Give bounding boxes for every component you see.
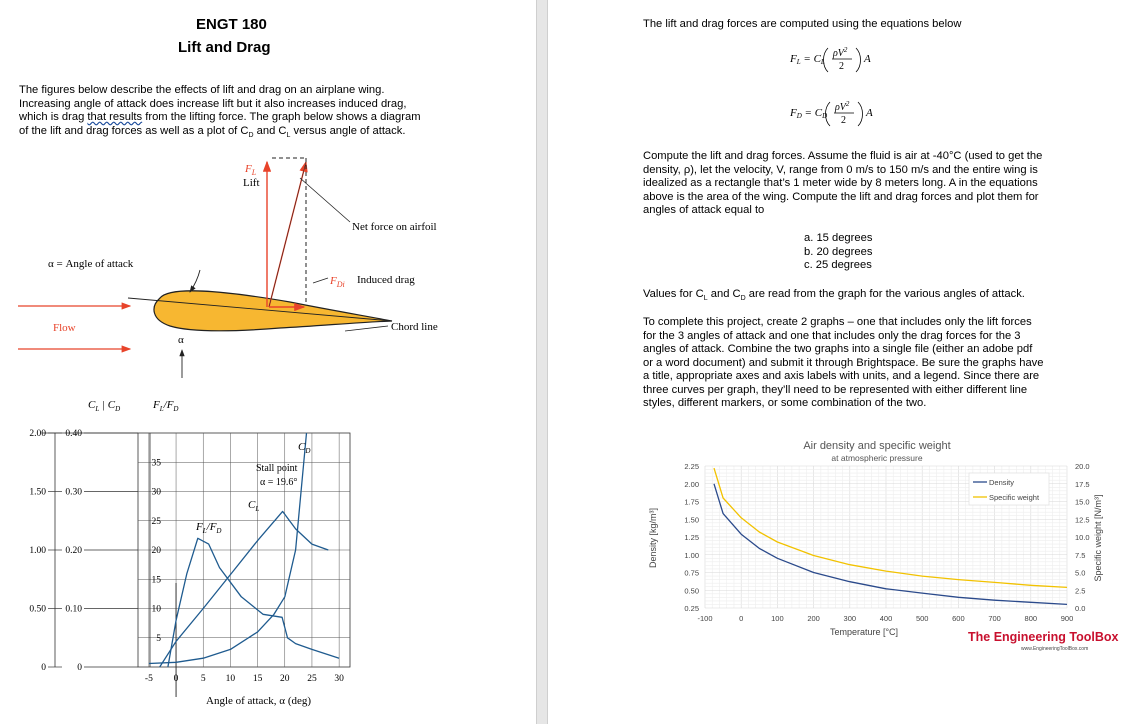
legend-weight: Specific weight (989, 493, 1040, 502)
air-y-tick: 1.50 (684, 515, 699, 525)
series-f-l-f-d (168, 538, 339, 667)
air-legend (969, 473, 1049, 505)
air-y2-tick: 0.0 (1075, 604, 1086, 613)
right-page (548, 0, 1124, 724)
ratio-tick-label: 30 (151, 487, 161, 498)
air-y2-tick: 10.0 (1075, 533, 1090, 542)
svg-text:A: A (864, 53, 871, 65)
intro-line-3: which is drag that results from the lifting force. The graph below shows a diagram (19, 111, 421, 123)
air-y-tick: 2.25 (684, 462, 699, 471)
air-chart-subtitle: at atmospheric pressure (831, 453, 923, 463)
x-tick-label: 20 (280, 674, 290, 684)
series-c-l (160, 511, 329, 667)
list-item: c. 25 degrees (804, 259, 872, 271)
air-x-tick: -100 (697, 614, 713, 623)
list-item: b. 20 degrees (804, 245, 873, 258)
ratio-curve-label: $F_L/F_D$ (196, 521, 222, 535)
cd-curve-label: $C_D$ (298, 441, 311, 455)
x-tick-label: 5 (200, 674, 206, 684)
left-page (0, 0, 536, 724)
cl-cd-header: $C_L$ | $C_D$ (88, 399, 121, 413)
ratio-tick-label: 15 (151, 575, 161, 586)
cl-tick-label: 0.50 (29, 604, 46, 615)
airfoil-diagram (0, 150, 536, 390)
x-tick-label: 30 (334, 674, 344, 684)
page-gutter (536, 0, 548, 724)
air-x-tick: 700 (988, 614, 1001, 623)
cl-tick-label: 1.00 (29, 546, 46, 556)
air-x-tick: 100 (771, 614, 784, 623)
air-x-tick: 600 (952, 614, 965, 623)
air-y-label: Density [kg/m³] (648, 507, 658, 569)
cl-cd-chart (0, 390, 536, 724)
equations-intro: The lift and drag forces are computed using the equations below (643, 18, 962, 30)
values-note: Values for $C_L$ and $C_D$ are read from the graph for the various angles of attack. (643, 288, 1025, 303)
cl-tick-label: 0 (41, 663, 46, 673)
air-x-tick: 500 (915, 614, 929, 623)
induced-drag-label: Induced drag (357, 274, 415, 286)
air-y-tick: 0.75 (684, 568, 699, 578)
intro-line-4: of the lift and drag forces as well as a plot of $C_D$ and $C_L$ versus angle of attack. (19, 124, 406, 139)
angle-definition-label: α = Angle of attack (48, 258, 134, 270)
stall-alpha-label: α = 19.6° (260, 477, 298, 488)
intro-line-1: The figures below describe the effects of lift and drag on an airplane wing. (19, 84, 385, 96)
ratio-tick-label: 20 (151, 546, 161, 556)
air-x-tick: 200 (807, 614, 820, 623)
brand-url: www.EngineeringToolBox.com (1021, 646, 1089, 652)
ratio-tick-label: 5 (156, 633, 161, 644)
cl-tick-label: 1.50 (29, 487, 46, 498)
fl-label: $F_L$ (245, 163, 257, 177)
svg-text:ρV2: $\rho V^2$ (833, 46, 848, 59)
svg-text:A: A (866, 107, 873, 119)
legend-density: Density (989, 478, 1015, 487)
net-force-label: Net force on airfoil (352, 221, 437, 233)
stall-point-label: Stall point (256, 463, 298, 474)
cd-tick-label: 0.10 (65, 604, 82, 615)
air-y-tick: 0.50 (684, 586, 699, 596)
spelling-flag: that results (87, 111, 143, 123)
drag-equation (789, 100, 873, 126)
air-x-tick: 800 (1024, 614, 1038, 623)
cd-tick-label: 0.40 (65, 429, 82, 439)
air-y-tick: 1.25 (684, 533, 699, 542)
air-x-tick: 300 (843, 614, 857, 623)
x-tick-label: -5 (144, 674, 153, 684)
ratio-tick-label: 10 (151, 604, 161, 615)
svg-text:ρV2: $\rho V^2$ (835, 100, 850, 113)
list-item: a. 15 degrees (804, 232, 873, 244)
engineering-toolbox-brand: The Engineering ToolBox (968, 630, 1119, 644)
task-paragraph: Compute the lift and drag forces. Assume the fluid is air at -40°C (used to get the density, ρ), let the velocity, V, range from 0 m/s to 150 m/s and the entire wing is idealized as a rectangle that’s 1 meter wide by 8 meters long. A in the equations above is the area of the wing. Compute the lift and drag forces and plot them for angles of attack equal to (643, 150, 1043, 216)
air-y2-tick: 2.5 (1075, 586, 1086, 596)
cd-tick-label: 0.30 (65, 487, 82, 498)
x-tick-label: 15 (252, 674, 263, 684)
course-code: ENGT 180 (196, 16, 267, 33)
air-x-tick: 900 (1060, 614, 1074, 623)
intro-line-2: Increasing angle of attack does increase lift but it also increases induced drag, (19, 97, 407, 110)
air-x-tick: 400 (879, 614, 893, 623)
air-y2-tick: 17.5 (1075, 479, 1090, 489)
air-y2-tick: 7.5 (1075, 550, 1086, 560)
cl-tick-label: 2.00 (29, 429, 46, 439)
page-title: Lift and Drag (178, 39, 271, 56)
air-x-label: Temperature [°C] (829, 627, 899, 637)
x-tick-label: 0 (173, 674, 179, 684)
x-tick-label: 25 (307, 674, 317, 684)
project-paragraph: To complete this project, create 2 graphs – one that includes only the lift forces for the 3 angles of attack and one that includes only the drag forces for the 3 angles of attack. Combine the two graphs into a single file (either an adobe pdf or a word document) and submit it through Brightspace. Be sure the graphs have a title, appropriate axes and axis labels with units, and a legend. Since there are three curves per graph, they’ll need to be represented with either different line styles, different markers, or some combination of the two. (643, 316, 1044, 409)
equations (788, 40, 908, 130)
alpha-label: α (178, 334, 184, 346)
svg-text:2: 2 (841, 115, 846, 126)
air-y-tick: 1.75 (684, 497, 699, 507)
fdi-label: $F_{Di}$ (330, 275, 345, 289)
air-y-tick: 1.00 (684, 550, 699, 560)
cl-curve-label: $C_L$ (248, 499, 260, 513)
chord-line-label: Chord line (391, 321, 438, 333)
angle-list (804, 232, 872, 273)
x-axis-label: Angle of attack, α (deg) (206, 695, 312, 707)
svg-text:2: 2 (839, 61, 844, 72)
air-y2-label: Specific weight [N/m³] (1093, 494, 1103, 582)
lift-label: Lift (243, 177, 260, 189)
cd-tick-label: 0.20 (65, 546, 82, 556)
air-y-tick: 2.00 (684, 479, 699, 489)
air-x-tick: 0 (739, 614, 744, 623)
cd-tick-label: 0 (77, 663, 82, 673)
lift-equation (789, 46, 871, 72)
intro-paragraph (19, 84, 489, 142)
svg-text:FD = CD: FD = CD (790, 107, 828, 120)
air-y2-tick: 20.0 (1075, 462, 1090, 471)
flow-label: Flow (53, 322, 76, 334)
ratio-tick-label: 35 (151, 458, 161, 469)
ratio-tick-label: 25 (151, 516, 161, 527)
air-y2-tick: 5.0 (1075, 568, 1086, 578)
air-y-tick: 0.25 (684, 604, 699, 613)
svg-text:FL = CL: FL = CL (790, 53, 825, 66)
air-density-chart (643, 436, 1123, 656)
air-y2-tick: 12.5 (1075, 515, 1090, 525)
x-tick-label: 10 (225, 674, 236, 684)
fl-fd-header: $F_L/F_D$ (153, 399, 179, 413)
air-y2-tick: 15.0 (1075, 497, 1090, 507)
air-chart-title: Air density and specific weight (803, 440, 951, 452)
